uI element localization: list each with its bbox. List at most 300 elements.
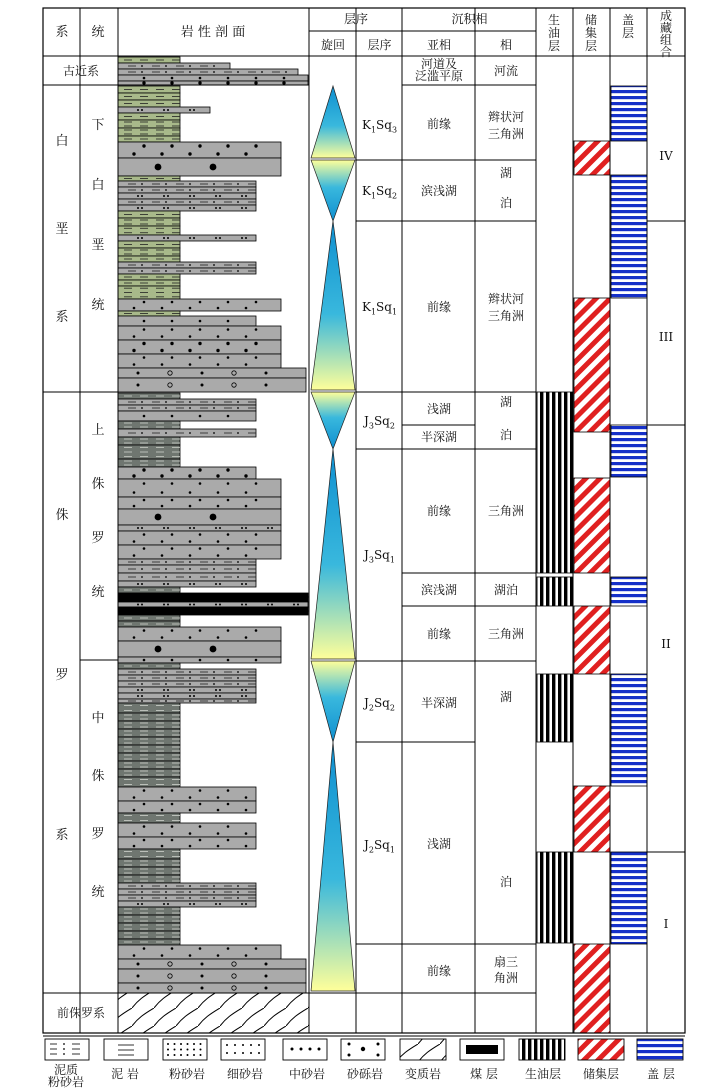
- lithology-layer: [118, 268, 256, 274]
- sand-dot: [141, 195, 143, 197]
- lithology-layer: [118, 142, 281, 158]
- silt-dot: [165, 189, 167, 191]
- lithology-layer: [118, 769, 180, 777]
- grain-dot: [143, 499, 146, 502]
- sand-dot: [241, 195, 243, 197]
- lithology-layer: [118, 326, 281, 340]
- legend-dot: [200, 1054, 202, 1056]
- grain-dot: [199, 825, 202, 828]
- silt-dot: [189, 885, 191, 887]
- lithology-layer: [118, 777, 180, 787]
- grain-dot: [217, 540, 220, 543]
- silt-dot: [237, 683, 239, 685]
- grain-dot: [245, 809, 248, 812]
- silt-dot: [213, 407, 215, 409]
- silt-dot: [189, 897, 191, 899]
- silt-dot: [213, 561, 215, 563]
- legend-dot: [258, 1052, 260, 1054]
- lithology-layer: [118, 531, 281, 545]
- layer-body: [118, 399, 256, 405]
- lithology-layer: [118, 675, 256, 681]
- grain-dot: [199, 659, 202, 662]
- silt-dot: [237, 183, 239, 185]
- sand-dot: [193, 109, 195, 111]
- grain-dot: [171, 839, 174, 842]
- grain-dot: [254, 81, 257, 84]
- header-subfacies: 亚相: [426, 38, 451, 52]
- lithology-layer: [118, 597, 308, 602]
- legend-dot: [180, 1054, 182, 1056]
- sand-dot: [163, 903, 165, 905]
- silt-dot: [165, 401, 167, 403]
- subfacies-shore-shallow-k2: 滨浅湖: [420, 184, 457, 198]
- lithology-layer: [118, 559, 256, 565]
- grain-dot: [255, 499, 258, 502]
- sand-dot: [189, 527, 191, 529]
- sand-dot: [241, 695, 243, 697]
- grain-dot: [217, 335, 220, 338]
- silt-dot: [237, 561, 239, 563]
- lithology-layer: [118, 368, 306, 378]
- sand-dot: [219, 695, 221, 697]
- cycle-j2sq1-upper: [311, 742, 355, 991]
- legend-siltstone: 粉砂岩: [168, 1067, 205, 1081]
- lithology-layer: [118, 421, 180, 429]
- sand-dot: [167, 109, 169, 111]
- series-upper-jurassic: 上侏罗统: [91, 423, 105, 600]
- silt-dot: [213, 183, 215, 185]
- silt-dot: [165, 576, 167, 578]
- legend-dot: [258, 1044, 260, 1046]
- grain-dot: [171, 356, 174, 359]
- sand-dot: [163, 237, 165, 239]
- layer-body: [118, 75, 308, 81]
- sand-dot: [245, 583, 247, 585]
- grain-dot: [217, 505, 220, 508]
- sand-dot: [241, 237, 243, 239]
- header-cap-rock: 盖层: [621, 13, 634, 40]
- legend-reservoir: 储集层: [582, 1067, 619, 1081]
- silt-dot: [237, 671, 239, 673]
- sand-dot: [241, 604, 243, 606]
- silt-dot: [189, 65, 191, 67]
- grain-dot: [189, 491, 192, 494]
- grain-dot: [171, 482, 174, 485]
- lithology-layer: [118, 713, 180, 721]
- grain-dot: [199, 482, 202, 485]
- silt-dot: [213, 432, 215, 434]
- silt-dot: [141, 264, 143, 266]
- grain-dot: [143, 328, 146, 331]
- grain-dot: [217, 491, 220, 494]
- grain-dot: [227, 789, 230, 792]
- sequence-k1sq2: $K_1Sq_2$: [361, 184, 398, 201]
- grain-dot: [282, 81, 285, 84]
- grain-dot: [198, 144, 201, 147]
- grain-dot: [133, 307, 136, 310]
- lithology-layer: [118, 602, 308, 607]
- legend-dot: [174, 1043, 176, 1045]
- sequence-k1sq1: $K_1Sq_1$: [361, 300, 398, 317]
- legend-dot: [234, 1052, 236, 1054]
- silt-dot: [141, 71, 143, 73]
- sand-dot: [189, 604, 191, 606]
- layer-body: [118, 81, 308, 85]
- sand-dot: [137, 689, 139, 691]
- cycle-j2sq2-lower: [311, 661, 355, 742]
- grain-dot: [189, 505, 192, 508]
- silt-dot: [141, 561, 143, 563]
- header-facies-col: 相: [499, 38, 512, 52]
- layer-body: [118, 316, 256, 326]
- sand-dot: [193, 527, 195, 529]
- sand-dot: [215, 583, 217, 585]
- header-lithology-profile: 岩 性 剖 面: [180, 25, 246, 40]
- legend-symbols: [45, 1039, 683, 1060]
- grain-dot: [227, 547, 230, 550]
- silt-dot: [237, 891, 239, 893]
- coarse-grain: [155, 646, 162, 653]
- grain-dot: [161, 540, 164, 543]
- sand-dot: [193, 695, 195, 697]
- legend-medium-sandstone: 中砂岩: [288, 1067, 325, 1081]
- grain-dot: [254, 342, 257, 345]
- lithology-layer: [118, 63, 230, 69]
- grain-dot: [283, 77, 286, 80]
- lithology-layer: [118, 753, 180, 761]
- silt-dot: [237, 189, 239, 191]
- grain-dot: [217, 307, 220, 310]
- grain-dot: [245, 491, 248, 494]
- lithology-layer: [118, 875, 180, 883]
- facies-lake-a-1: 湖: [499, 166, 512, 180]
- layer-body: [118, 429, 256, 437]
- sand-dot: [245, 689, 247, 691]
- layer-body: [118, 669, 256, 675]
- grain-dot: [161, 796, 164, 799]
- grain-dot: [255, 482, 258, 485]
- basement-metamorphic: [118, 993, 309, 1033]
- silt-dot: [189, 561, 191, 563]
- facies-lake-d-1: 湖: [499, 690, 512, 704]
- grain-dot: [226, 342, 229, 345]
- legend-dot: [291, 1048, 294, 1051]
- grain-dot: [133, 335, 136, 338]
- header-system: 系: [55, 25, 69, 40]
- grain-dot: [226, 144, 229, 147]
- lithology-layer: [118, 889, 256, 895]
- layer-body: [118, 602, 308, 607]
- silt-dot: [189, 270, 191, 272]
- cap-rock-interval: [611, 175, 647, 298]
- layer-body: [118, 497, 281, 509]
- silt-dot: [213, 201, 215, 203]
- silt-dot: [237, 700, 239, 702]
- layer-body: [118, 268, 256, 274]
- lithology-layer: [118, 128, 180, 136]
- grain-dot: [227, 839, 230, 842]
- silt-dot: [189, 71, 191, 73]
- cycle-k1sq1-upper: [311, 221, 355, 390]
- sand-dot: [267, 527, 269, 529]
- layer-body: [118, 713, 180, 721]
- lithology-layer: [118, 593, 308, 597]
- layer-body: [118, 573, 256, 581]
- layer-body: [118, 729, 180, 737]
- legend-dot: [318, 1048, 321, 1051]
- facies-braided-delta-a-1: 辫状河: [487, 110, 524, 124]
- sand-dot: [141, 604, 143, 606]
- grain-dot: [133, 636, 136, 639]
- lithology-layer: [118, 587, 180, 593]
- layer-body: [118, 721, 180, 729]
- layer-body: [118, 969, 306, 983]
- lithology-layer: [118, 437, 180, 445]
- sand-dot: [271, 527, 273, 529]
- lithology-layer: [118, 823, 256, 837]
- sand-dot: [245, 903, 247, 905]
- silt-dot: [165, 407, 167, 409]
- grain-dot: [227, 947, 230, 950]
- grain-dot: [245, 636, 248, 639]
- grain-dot: [171, 415, 174, 418]
- lithology-layer: [118, 299, 281, 311]
- lithology-layer: [118, 969, 306, 983]
- layer-body: [118, 262, 256, 268]
- sequence-j3sq1: $J_3Sq_1$: [364, 548, 395, 565]
- layer-body: [118, 226, 180, 235]
- sand-dot: [245, 207, 247, 209]
- layer-body: [118, 889, 256, 895]
- facies-fan-delta-2: 角洲: [493, 971, 518, 985]
- sequence-j2sq2: $J_2Sq_2$: [364, 696, 395, 713]
- layer-body: [118, 895, 256, 901]
- silt-dot: [213, 65, 215, 67]
- lithology-layer: [118, 621, 180, 627]
- grain-dot: [143, 77, 146, 80]
- coarse-grain: [155, 164, 162, 171]
- grain-dot: [161, 832, 164, 835]
- header-reservoir: 储集层: [584, 13, 597, 53]
- lithology-layer: [118, 354, 281, 368]
- facies-lake-a-2: 泊: [499, 196, 512, 210]
- lithology-layer: [118, 787, 256, 801]
- layer-body: [118, 823, 256, 837]
- grain-dot: [171, 533, 174, 536]
- legend-dot: [193, 1049, 195, 1051]
- grain-dot: [227, 415, 230, 418]
- sand-dot: [141, 689, 143, 691]
- lithology-layer: [118, 525, 281, 531]
- lithology-layer: [118, 311, 180, 316]
- lithology-layer: [118, 931, 180, 939]
- grain-dot: [133, 832, 136, 835]
- legend-reservoir-symbol: [578, 1039, 624, 1060]
- grain-dot: [198, 468, 201, 471]
- grain-dot: [245, 796, 248, 799]
- subfacies-paleogene-2: 泛滥平原: [414, 69, 463, 83]
- sand-dot: [219, 583, 221, 585]
- silt-dot: [261, 71, 263, 73]
- legend-dot: [187, 1049, 189, 1051]
- lithology-layer: [118, 721, 180, 729]
- source-rock-interval: [537, 852, 573, 943]
- grain-dot: [244, 152, 247, 155]
- subfacies-front-k1: 前缘: [426, 300, 451, 314]
- grain-dot: [142, 342, 145, 345]
- sand-dot: [219, 237, 221, 239]
- lithology-layer: [118, 378, 306, 392]
- layer-body: [118, 368, 306, 378]
- silt-dot: [189, 568, 191, 570]
- interpretation-columns: [537, 86, 647, 1033]
- silt-dot: [237, 432, 239, 434]
- silt-dot: [165, 891, 167, 893]
- silt-dot: [237, 568, 239, 570]
- sand-dot: [137, 195, 139, 197]
- layer-body: [118, 753, 180, 761]
- grain-dot: [133, 491, 136, 494]
- layer-body: [118, 559, 256, 565]
- silt-dot: [189, 700, 191, 702]
- gravel-dot: [201, 384, 204, 387]
- sand-dot: [193, 604, 195, 606]
- silt-dot: [213, 885, 215, 887]
- silt-dot: [141, 201, 143, 203]
- header-source-rock: 生油层: [547, 13, 560, 53]
- system-jurassic: 侏罗系: [55, 508, 69, 843]
- grain-dot: [245, 540, 248, 543]
- grain-dot: [199, 947, 202, 950]
- legend-conglomeratic-sandstone: 砂砾岩: [346, 1067, 383, 1081]
- grain-dot: [216, 474, 219, 477]
- cap-rock-interval: [611, 577, 647, 606]
- facies-delta-a: 三角洲: [487, 504, 524, 518]
- lithology-layer: [118, 867, 180, 875]
- silt-dot: [141, 568, 143, 570]
- lithology-layer: [118, 286, 180, 299]
- legend-dot: [63, 1048, 65, 1050]
- grain-dot: [161, 809, 164, 812]
- silt-dot: [237, 264, 239, 266]
- grain-dot: [245, 954, 248, 957]
- grain-dot: [189, 554, 192, 557]
- sand-dot: [141, 109, 143, 111]
- grain-dot: [245, 363, 248, 366]
- sand-dot: [215, 689, 217, 691]
- grain-dot: [255, 301, 258, 304]
- grain-dot: [245, 335, 248, 338]
- lithology-layer: [118, 801, 256, 813]
- grain-dot: [227, 533, 230, 536]
- silt-dot: [213, 270, 215, 272]
- silt-dot: [165, 201, 167, 203]
- sand-dot: [219, 604, 221, 606]
- grain-dot: [132, 152, 135, 155]
- legend-dot: [174, 1054, 176, 1056]
- grain-dot: [198, 342, 201, 345]
- legend-muddy-siltstone-symbol: [45, 1039, 89, 1060]
- gravel-dot: [137, 963, 140, 966]
- silt-dot: [141, 700, 143, 702]
- sand-dot: [167, 903, 169, 905]
- series-lower-cretaceous: 下白垩统: [91, 118, 105, 313]
- legend-dot: [200, 1049, 202, 1051]
- grain-dot: [143, 839, 146, 842]
- system-pre-jurassic: 前侏罗系: [56, 1006, 105, 1020]
- grain-dot: [188, 474, 191, 477]
- silt-dot: [189, 671, 191, 673]
- grain-dot: [245, 832, 248, 835]
- legend-dot: [348, 1043, 351, 1046]
- grain-dot: [143, 825, 146, 828]
- grain-dot: [199, 301, 202, 304]
- layer-body: [118, 761, 180, 769]
- grain-dot: [171, 803, 174, 806]
- lithology-layer: [118, 211, 180, 218]
- layer-body: [118, 837, 256, 849]
- gravel-dot: [137, 372, 140, 375]
- gravel-dot: [265, 384, 268, 387]
- grain-dot: [170, 342, 173, 345]
- grain-dot: [199, 629, 202, 632]
- lithology-layer: [118, 687, 256, 693]
- cycle-k1sq3-upper: [311, 86, 355, 158]
- grain-dot: [142, 144, 145, 147]
- grain-dot: [189, 809, 192, 812]
- silt-dot: [141, 407, 143, 409]
- sand-dot: [215, 527, 217, 529]
- gravel-dot: [265, 987, 268, 990]
- sand-dot: [167, 207, 169, 209]
- legend-dot: [361, 1047, 365, 1051]
- grain-dot: [143, 629, 146, 632]
- grain-dot: [255, 77, 258, 80]
- grain-dot: [216, 152, 219, 155]
- grain-dot: [226, 468, 229, 471]
- sand-dot: [215, 604, 217, 606]
- facies-braided-delta-b-2: 三角洲: [487, 309, 524, 323]
- legend-dot: [242, 1044, 244, 1046]
- silt-dot: [189, 677, 191, 679]
- grain-dot: [143, 947, 146, 950]
- lithology-layer: [118, 120, 180, 128]
- lithology-layer: [118, 81, 308, 85]
- silt-dot: [189, 189, 191, 191]
- sand-dot: [137, 903, 139, 905]
- silt-dot: [141, 891, 143, 893]
- lithology-layer: [118, 459, 180, 467]
- legend-dot: [377, 1043, 380, 1046]
- layer-body: [118, 411, 256, 421]
- header-accumulation: 成藏组合: [659, 9, 672, 59]
- silt-dot: [285, 71, 287, 73]
- grain-dot: [255, 328, 258, 331]
- silt-dot: [165, 677, 167, 679]
- facies-fan-delta-1: 扇三: [493, 955, 518, 969]
- grain-dot: [189, 307, 192, 310]
- legend-dot: [180, 1043, 182, 1045]
- sand-dot: [193, 583, 195, 585]
- legend-cap-rock-symbol: [637, 1039, 683, 1060]
- silt-dot: [213, 891, 215, 893]
- sand-dot: [267, 604, 269, 606]
- layer-body: [118, 777, 180, 787]
- legend-dot: [180, 1049, 182, 1051]
- sand-dot: [167, 527, 169, 529]
- grain-dot: [170, 81, 173, 84]
- legend-muddy-siltstone-1: 泥质: [53, 1063, 78, 1077]
